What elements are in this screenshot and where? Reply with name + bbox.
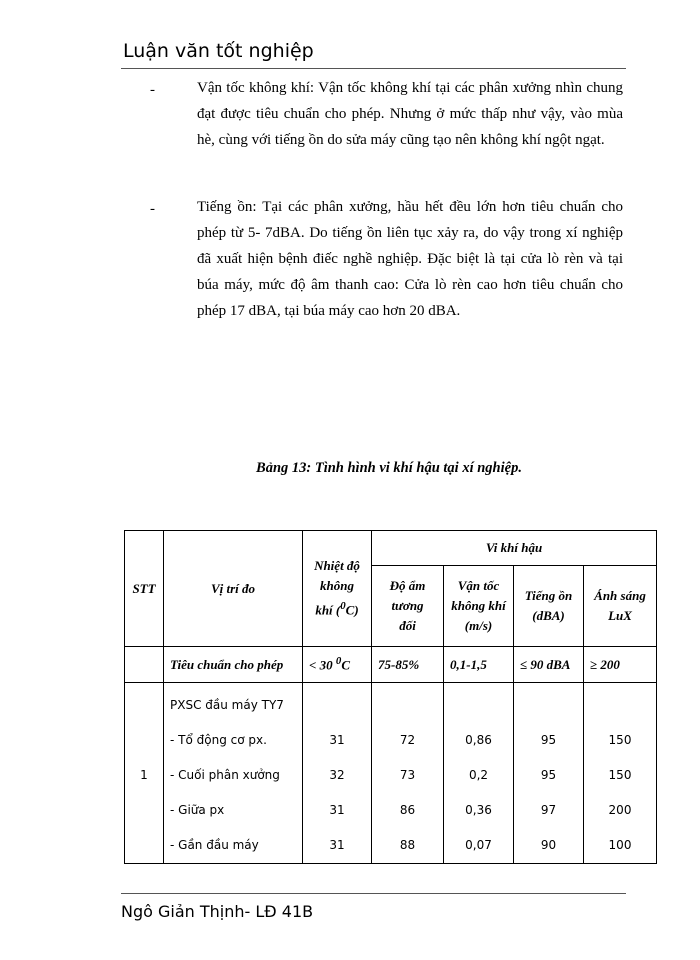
paragraph-noise: Tiếng ồn: Tại các phân xưởng, hầu hết đều lớn hơn tiêu chuẩn cho phép từ 5- 7dBA. Do tiếng ồn liên tục xảy ra, do vậy trong xí nghiệp đã xuất hiện bệnh điếc nghề nghiệp. Đặc biệt là tại cửa lò rèn và tại búa máy, mức độ âm thanh cao: Cửa lò rèn cao hơn tiêu chuẩn cho phép 17 dBA, tại búa máy cao hơn 20 dBA.	[197, 199, 623, 319]
header-humidity-line-2: tương	[391, 598, 424, 613]
header-humidity-line-1: Độ ẩm	[389, 578, 426, 593]
humidity-2: 73	[399, 768, 416, 782]
header-wind-line-2: không khí	[451, 598, 506, 613]
temperature-1: 31	[329, 733, 345, 747]
header-divider	[121, 68, 626, 69]
location-4: - Gần đầu máy	[170, 838, 259, 852]
standard-temperature	[303, 647, 372, 683]
humidity-4: 88	[399, 838, 416, 852]
header-location: Vị trí đo	[164, 531, 303, 647]
bullet-marker-2: -	[150, 201, 155, 217]
wind-speed-4: 0,07	[465, 838, 492, 852]
group-stt-cell	[125, 683, 164, 864]
footer-author: Ngô Giản Thịnh- LĐ 41B	[121, 902, 314, 921]
humidity-cell	[372, 683, 444, 864]
noise-3: 97	[540, 803, 557, 817]
standard-humidity: 75-85%	[372, 647, 444, 683]
header-micro-climate-group: Vi khí hậu	[372, 531, 657, 566]
table-caption: Bảng 13: Tình hình vi khí hậu tại xí nghiệp.	[256, 460, 522, 476]
noise-1: 95	[540, 733, 557, 747]
standard-noise: ≤ 90 dBA	[514, 647, 584, 683]
location-cell	[164, 683, 303, 864]
wind-speed-3: 0,36	[465, 803, 492, 817]
header-temperature-line-3: khí (	[315, 602, 341, 618]
temperature-cell	[303, 683, 372, 864]
location-2: - Cuối phân xưởng	[170, 768, 280, 782]
table-header-row-1	[125, 531, 657, 566]
standard-degree-superscript: 0	[335, 655, 342, 668]
page-header-title: Luận văn tốt nghiệp	[123, 40, 314, 62]
standard-label: Tiêu chuẩn cho phép	[164, 647, 303, 683]
header-temperature	[303, 531, 372, 647]
standard-row	[125, 647, 657, 683]
table-row	[125, 683, 657, 864]
light-cell	[584, 683, 657, 864]
header-temperature-line-1: Nhiệt độ	[314, 558, 360, 574]
standard-stt-cell	[125, 647, 164, 683]
group-stt: 1	[140, 768, 148, 782]
light-1: 150	[608, 733, 632, 747]
header-wind-line-1: Vận tốc	[457, 578, 500, 593]
temperature-2: 32	[329, 768, 345, 782]
humidity-3: 86	[399, 803, 416, 817]
location-1: - Tổ động cơ px.	[170, 733, 267, 747]
standard-temperature-value: < 30	[309, 657, 336, 673]
standard-temperature-unit: C	[341, 657, 351, 673]
header-temperature-unit: C)	[345, 602, 359, 618]
wind-speed-cell	[444, 683, 514, 864]
noise-cell	[514, 683, 584, 864]
header-light	[584, 566, 657, 647]
noise-2: 95	[540, 768, 557, 782]
light-4: 100	[608, 838, 632, 852]
temperature-4: 31	[329, 838, 345, 852]
group-title: PXSC đầu máy TY7	[170, 698, 284, 712]
footer-divider	[121, 893, 626, 894]
header-wind-line-3: (m/s)	[464, 618, 493, 633]
header-noise-line-2: (dBA)	[532, 608, 565, 623]
light-3: 200	[608, 803, 632, 817]
wind-speed-2: 0,2	[468, 768, 489, 782]
standard-wind-speed: 0,1-1,5	[444, 647, 514, 683]
location-3: - Giữa px	[170, 803, 225, 817]
light-2: 150	[608, 768, 632, 782]
header-humidity	[372, 566, 444, 647]
micro-climate-table	[124, 530, 657, 864]
bullet-marker-1: -	[150, 82, 155, 98]
header-humidity-line-3: đối	[399, 618, 416, 633]
header-light-line-2: LuX	[608, 608, 632, 623]
noise-4: 90	[540, 838, 557, 852]
header-wind-speed	[444, 566, 514, 647]
header-temperature-line-2: không	[320, 578, 354, 594]
header-noise	[514, 566, 584, 647]
wind-speed-1: 0,86	[465, 733, 492, 747]
standard-light: ≥ 200	[584, 647, 657, 683]
paragraph-air-velocity: Vận tốc không khí: Vận tốc không khí tại các phân xưởng nhìn chung đạt được tiêu chuẩn cho phép. Nhưng ở mức thấp như vậy, vào mùa hè, cùng với tiếng ồn do sửa máy cũng tạo nên không khí ngột ngạt.	[197, 80, 623, 148]
degree-superscript: 0	[340, 600, 346, 613]
header-stt: STT	[125, 531, 164, 647]
header-light-line-1: Ánh sáng	[594, 588, 646, 603]
temperature-3: 31	[329, 803, 345, 817]
header-noise-line-1: Tiếng ồn	[524, 588, 573, 603]
humidity-1: 72	[399, 733, 416, 747]
